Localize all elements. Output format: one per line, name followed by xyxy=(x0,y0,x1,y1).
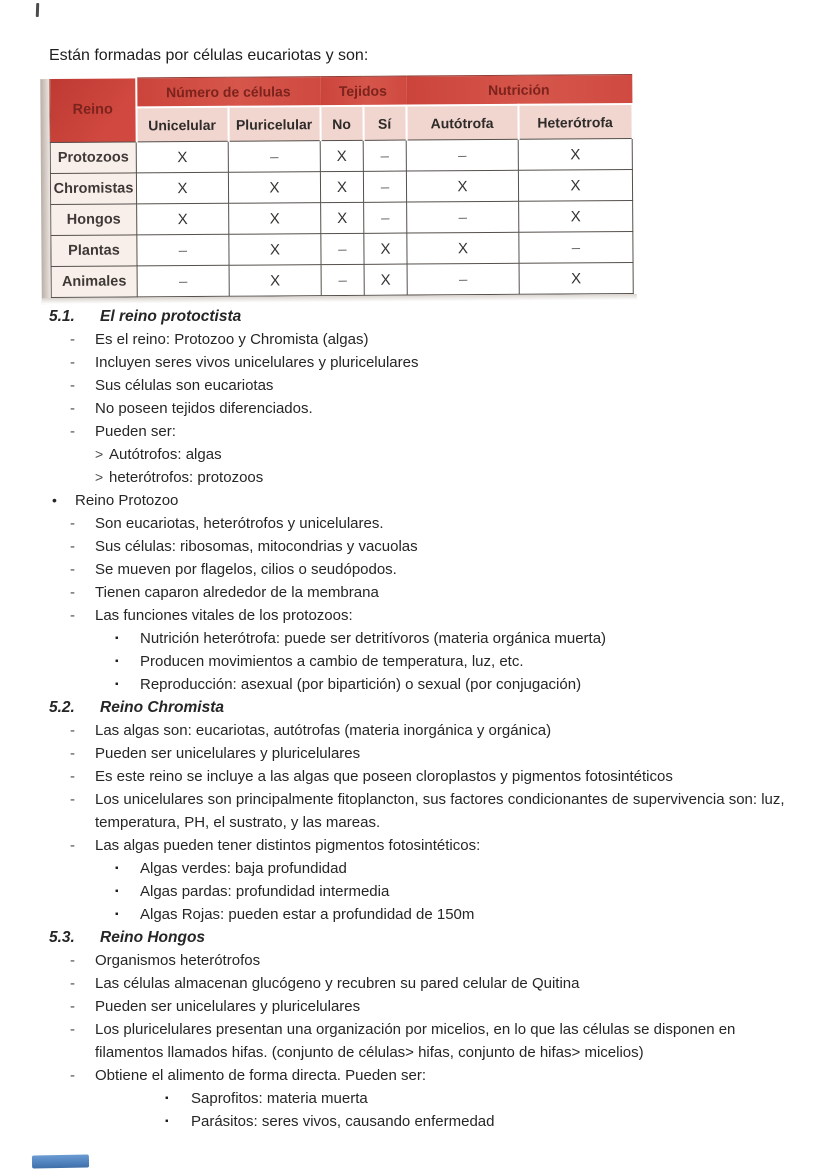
list-item-text: Pueden ser: xyxy=(95,423,176,440)
table-cell: – xyxy=(363,140,406,171)
section xyxy=(49,926,797,1133)
list-item-text: Saprofitos: materia muerta xyxy=(191,1090,368,1107)
notes xyxy=(49,305,797,1133)
table-cell: – xyxy=(364,202,407,233)
list-item-text: Producen movimientos a cambio de temperatura, luz, etc. xyxy=(140,653,524,670)
square-icon: ▪ xyxy=(115,909,119,920)
kingdoms-table-wrap xyxy=(49,74,635,298)
dash-icon: - xyxy=(70,377,75,394)
table-cell: X xyxy=(229,203,321,235)
list-item xyxy=(49,765,797,788)
list-item xyxy=(49,949,797,972)
table-cell: – xyxy=(137,234,229,266)
table-cell: X xyxy=(519,200,633,232)
list-item-text: Algas pardas: profundidad intermedia xyxy=(140,883,390,900)
table-cell: X xyxy=(137,203,229,235)
section xyxy=(49,696,797,926)
arrow-icon: > xyxy=(95,469,104,485)
list-item xyxy=(49,995,797,1018)
list-item xyxy=(49,972,797,995)
sub-header-unicelular: Unicelular xyxy=(136,107,228,142)
table-cell: X xyxy=(407,232,519,264)
section xyxy=(49,489,797,696)
list-item xyxy=(49,351,797,374)
list-item-text: Las algas son: eucariotas, autótrofas (materia inorgánica y orgánica) xyxy=(95,722,552,739)
square-icon: ▪ xyxy=(115,656,119,667)
list-item-text: No poseen tejidos diferenciados. xyxy=(95,400,313,417)
square-icon: ▪ xyxy=(115,863,119,874)
list-item-text: Los unicelulares son principalmente fitoplancton, sus factores condicionantes de supervivencia son: luz, temperatura, PH, el sustrato, y las mareas. xyxy=(95,791,785,831)
list-item xyxy=(49,673,797,696)
table-sub-header-row xyxy=(50,104,632,143)
group-header-nutricion: Nutrición xyxy=(406,74,632,105)
next-page-blue-strip xyxy=(32,1155,89,1169)
section-heading xyxy=(49,305,797,328)
row-label: Plantas xyxy=(51,235,137,267)
list-item xyxy=(49,581,797,604)
dash-icon: - xyxy=(70,1067,75,1084)
table-row xyxy=(50,169,632,204)
square2-icon: ▪ xyxy=(165,1116,169,1127)
list-item-text: Sus células: ribosomas, mitocondrias y vacuolas xyxy=(95,538,418,555)
list-item xyxy=(49,1110,797,1133)
table-cell: X xyxy=(320,171,363,202)
list-item xyxy=(49,903,797,926)
list-item xyxy=(49,627,797,650)
list-item xyxy=(49,1064,797,1087)
section-title: Reino Chromista xyxy=(100,699,225,716)
dash-icon: - xyxy=(70,722,75,739)
pen-mark xyxy=(36,3,39,17)
section-number: 5.2. xyxy=(49,699,75,716)
list-item-text: Es este reino se incluye a las algas que poseen cloroplastos y pigmentos fotosintéticos xyxy=(95,768,673,785)
list-item xyxy=(49,374,797,397)
bullet-icon: • xyxy=(52,492,57,508)
dash-icon: - xyxy=(70,952,75,969)
dash-icon: - xyxy=(70,975,75,992)
table-cell: X xyxy=(364,233,407,264)
section-heading xyxy=(49,489,797,512)
table-cell: X xyxy=(228,172,320,204)
list-item xyxy=(49,719,797,742)
list-item-text: Son eucariotas, heterótrofos y unicelulares. xyxy=(95,515,384,532)
dash-icon: - xyxy=(70,791,75,808)
list-item xyxy=(49,420,797,443)
dash-icon: - xyxy=(70,354,75,371)
row-label: Hongos xyxy=(51,204,137,236)
table-cell: – xyxy=(407,263,519,295)
dash-icon: - xyxy=(70,331,75,348)
table-row xyxy=(51,262,633,297)
list-item-text: Las funciones vitales de los protozoos: xyxy=(95,607,353,624)
list-item xyxy=(49,604,797,627)
arrow-icon: > xyxy=(95,446,104,462)
table-row xyxy=(51,231,633,266)
table-cell: X xyxy=(364,264,407,295)
table-cell: X xyxy=(518,138,632,170)
list-item xyxy=(49,880,797,903)
dash-icon: - xyxy=(70,768,75,785)
list-item xyxy=(49,650,797,673)
square-icon: ▪ xyxy=(115,886,119,897)
row-label: Protozoos xyxy=(50,142,136,174)
sub-header-no: No xyxy=(320,106,363,141)
table-cell: – xyxy=(363,171,406,202)
list-item xyxy=(49,512,797,535)
table-corner-header: Reino xyxy=(50,78,136,143)
table-cell: – xyxy=(407,201,519,233)
list-item xyxy=(49,466,797,489)
table-row xyxy=(51,200,633,235)
list-item xyxy=(49,834,797,857)
list-item-text: Algas Rojas: pueden estar a profundidad de 150m xyxy=(140,906,475,923)
table-cell: – xyxy=(228,141,320,173)
list-item xyxy=(49,742,797,765)
dash-icon: - xyxy=(70,515,75,532)
table-cell: – xyxy=(406,139,518,171)
intro-line: Están formadas por células eucariotas y son: xyxy=(49,47,369,64)
list-item-text: Pueden ser unicelulares y pluricelulares xyxy=(95,998,361,1015)
list-item-text: heterótrofos: protozoos xyxy=(109,469,264,486)
table-cell: X xyxy=(229,234,321,266)
dash-icon: - xyxy=(70,745,75,762)
list-item xyxy=(49,1087,797,1110)
sub-header-heterotrofa: Heterótrofa xyxy=(518,104,632,139)
list-item xyxy=(49,443,797,466)
list-item xyxy=(49,558,797,581)
dash-icon: - xyxy=(70,1021,75,1038)
list-item-text: Parásitos: seres vivos, causando enfermedad xyxy=(191,1113,495,1130)
table-cell: X xyxy=(406,170,518,202)
group-header-cells: Número de células xyxy=(136,77,320,108)
row-label: Chromistas xyxy=(50,173,136,205)
dash-icon: - xyxy=(70,561,75,578)
list-item-text: Tienen caparon alrededor de la membrana xyxy=(95,584,379,601)
table-cell: – xyxy=(519,231,633,263)
dash-icon: - xyxy=(70,538,75,555)
table-cell: X xyxy=(321,202,364,233)
dash-icon: - xyxy=(70,837,75,854)
list-item xyxy=(49,535,797,558)
list-item-text: Sus células son eucariotas xyxy=(95,377,274,394)
table-cell: – xyxy=(137,265,229,297)
section-number: 5.3. xyxy=(49,929,75,946)
list-item xyxy=(49,788,797,834)
table-cell: X xyxy=(136,172,228,204)
dash-icon: - xyxy=(70,400,75,417)
table-cell: – xyxy=(321,233,364,264)
list-item-text: Algas verdes: baja profundidad xyxy=(140,860,347,877)
square-icon: ▪ xyxy=(115,679,119,690)
row-label: Animales xyxy=(51,266,137,298)
table-cell: X xyxy=(229,265,321,297)
list-item-text: Incluyen seres vivos unicelulares y pluricelulares xyxy=(95,354,419,371)
section-title: El reino protoctista xyxy=(100,308,242,325)
dash-icon: - xyxy=(70,998,75,1015)
list-item-text: Obtiene el alimento de forma directa. Pueden ser: xyxy=(95,1067,427,1084)
section-title: Reino Protozoo xyxy=(75,492,179,509)
list-item-text: Se mueven por flagelos, cilios o seudópodos. xyxy=(95,561,397,578)
table-cell: X xyxy=(136,141,228,173)
sub-header-si: Sí xyxy=(363,106,406,141)
list-item-text: Es el reino: Protozoo y Chromista (algas) xyxy=(95,331,369,348)
table-row xyxy=(50,138,632,173)
list-item xyxy=(49,1018,797,1064)
dash-icon: - xyxy=(70,607,75,624)
list-item-text: Organismos heterótrofos xyxy=(95,952,261,969)
table-group-header-row xyxy=(50,74,632,108)
section-number: 5.1. xyxy=(49,308,75,325)
list-item-text: Reproducción: asexual (por bipartición) o sexual (por conjugación) xyxy=(140,676,582,693)
list-item xyxy=(49,857,797,880)
section-heading xyxy=(49,926,797,949)
table-cell: X xyxy=(519,262,633,294)
table-cell: X xyxy=(518,169,632,201)
table-cell: X xyxy=(320,140,363,171)
list-item-text: Autótrofos: algas xyxy=(109,446,222,463)
group-header-tejidos: Tejidos xyxy=(320,76,406,106)
list-item-text: Las algas pueden tener distintos pigmentos fotosintéticos: xyxy=(95,837,481,854)
section-heading xyxy=(49,696,797,719)
list-item-text: Los pluricelulares presentan una organización por micelios, en lo que las células se disponen en filamentos llamados hifas. (conjunto de células> hifas, conjunto de hifas> micelios) xyxy=(95,1021,736,1061)
list-item xyxy=(49,397,797,420)
table-cell: – xyxy=(321,264,364,295)
section xyxy=(49,305,797,489)
sub-header-autotrofa: Autótrofa xyxy=(406,105,518,140)
kingdoms-table xyxy=(49,74,634,298)
square2-icon: ▪ xyxy=(165,1093,169,1104)
list-item-text: Las células almacenan glucógeno y recubren su pared celular de Quitina xyxy=(95,975,580,992)
list-item xyxy=(49,328,797,351)
list-item-text: Pueden ser unicelulares y pluricelulares xyxy=(95,745,361,762)
dash-icon: - xyxy=(70,423,75,440)
sub-header-pluricelular: Pluricelular xyxy=(228,106,320,141)
dash-icon: - xyxy=(70,584,75,601)
section-title: Reino Hongos xyxy=(100,929,206,946)
list-item-text: Nutrición heterótrofa: puede ser detritívoros (materia orgánica muerta) xyxy=(140,630,607,647)
square-icon: ▪ xyxy=(115,633,119,644)
